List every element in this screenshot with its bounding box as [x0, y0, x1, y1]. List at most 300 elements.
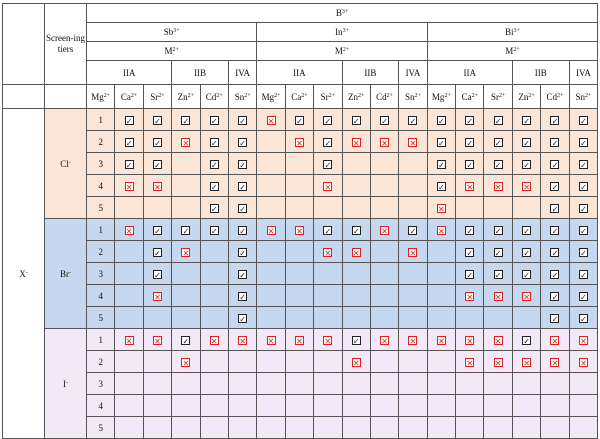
result-cell [228, 153, 256, 175]
table-row [3, 329, 598, 351]
result-cell [427, 197, 455, 219]
result-cell [512, 241, 540, 263]
result-cell [200, 197, 228, 219]
result-cell [427, 395, 455, 417]
result-cell [370, 307, 398, 329]
result-cell [456, 417, 484, 439]
result-cell [228, 417, 256, 439]
result-cell [456, 175, 484, 197]
checkbox-cross-icon: ✕ [381, 138, 388, 148]
checkbox-checked-icon: ✓ [523, 336, 530, 346]
checkbox-checked-icon: ✓ [239, 292, 246, 302]
checkbox-checked-icon: ✓ [154, 138, 161, 148]
checkbox-checked-icon: ✓ [182, 336, 190, 346]
header-row-metals [3, 85, 598, 109]
checkbox-checked-icon: ✓ [352, 226, 360, 236]
checkbox-checked-icon: ✓ [523, 248, 530, 258]
result-cell [370, 241, 398, 263]
result-cell [115, 241, 143, 263]
checkbox-checked-icon: ✓ [239, 160, 246, 170]
result-cell [257, 351, 285, 373]
result-cell [541, 351, 569, 373]
checkbox-cross-icon: ✕ [381, 336, 388, 346]
checkbox-checked-icon: ✓ [494, 138, 502, 148]
result-cell [456, 351, 484, 373]
checkbox-checked-icon: ✓ [438, 138, 445, 148]
result-cell [314, 395, 342, 417]
result-cell [427, 263, 455, 285]
checkbox-cross-icon: ✕ [154, 182, 161, 192]
tier-number: 2 [87, 241, 115, 263]
result-cell [200, 307, 228, 329]
tier-number: 3 [87, 263, 115, 285]
result-cell [228, 131, 256, 153]
result-cell [484, 241, 512, 263]
checkbox-checked-icon: ✓ [125, 160, 133, 170]
checkbox-checked-icon: ✓ [239, 226, 246, 236]
result-cell [484, 285, 512, 307]
result-cell [569, 219, 598, 241]
checkbox-checked-icon: ✓ [210, 204, 218, 214]
result-cell [314, 153, 342, 175]
result-cell [399, 285, 427, 307]
result-cell [115, 219, 143, 241]
metal-header-2-4: $Cd^{2+}$ [541, 85, 569, 109]
result-cell [115, 417, 143, 439]
b-site-header: $B^{3+}$ [87, 4, 598, 23]
checkbox-cross-icon: ✕ [466, 358, 474, 368]
result-cell [257, 197, 285, 219]
checkbox-checked-icon: ✓ [409, 116, 417, 126]
result-cell [228, 285, 256, 307]
table-row [3, 131, 598, 153]
checkbox-checked-icon: ✓ [239, 204, 246, 214]
checkbox-cross-icon: ✕ [296, 226, 303, 236]
result-cell [115, 307, 143, 329]
checkbox-checked-icon: ✓ [580, 204, 587, 214]
result-cell [399, 241, 427, 263]
result-cell [370, 373, 398, 395]
table-row [3, 307, 598, 329]
group-header-1-2: IVA [399, 61, 427, 85]
result-cell [285, 395, 313, 417]
result-cell [285, 351, 313, 373]
result-cell [399, 109, 427, 131]
result-cell [512, 395, 540, 417]
result-cell [541, 373, 569, 395]
result-cell [115, 109, 143, 131]
checkbox-checked-icon: ✓ [154, 160, 161, 170]
checkbox-cross-icon: ✕ [352, 248, 360, 258]
checkbox-checked-icon: ✓ [580, 292, 587, 302]
result-cell [399, 351, 427, 373]
result-cell [115, 263, 143, 285]
checkbox-cross-icon: ✕ [267, 226, 275, 236]
checkbox-checked-icon: ✓ [239, 182, 246, 192]
result-cell [569, 351, 598, 373]
result-cell [541, 285, 569, 307]
tier-number: 4 [87, 175, 115, 197]
checkbox-cross-icon: ✕ [324, 182, 332, 192]
result-cell [541, 263, 569, 285]
result-cell [257, 241, 285, 263]
result-cell [228, 219, 256, 241]
result-cell [314, 263, 342, 285]
checkbox-checked-icon: ✓ [551, 248, 559, 258]
result-cell [399, 329, 427, 351]
checkbox-checked-icon: ✓ [154, 248, 161, 258]
result-cell [541, 395, 569, 417]
group-header-1-1: IIB [342, 61, 399, 85]
checkbox-checked-icon: ✓ [324, 226, 332, 236]
result-cell [456, 307, 484, 329]
tier-number: 5 [87, 307, 115, 329]
checkbox-checked-icon: ✓ [466, 160, 474, 170]
checkbox-cross-icon: ✕ [154, 292, 161, 302]
table-row [3, 417, 598, 439]
result-cell [285, 175, 313, 197]
result-cell [172, 373, 200, 395]
result-cell [115, 395, 143, 417]
checkbox-checked-icon: ✓ [239, 248, 246, 258]
result-cell [200, 153, 228, 175]
result-cell [342, 373, 370, 395]
result-cell [512, 285, 540, 307]
checkbox-cross-icon: ✕ [494, 292, 502, 302]
checkbox-cross-icon: ✕ [182, 138, 190, 148]
result-cell [228, 175, 256, 197]
checkbox-cross-icon: ✕ [296, 336, 303, 346]
result-cell [427, 131, 455, 153]
checkbox-cross-icon: ✕ [409, 336, 417, 346]
checkbox-checked-icon: ✓ [324, 138, 332, 148]
result-cell [257, 263, 285, 285]
metal-header-0-5: $Sn^{2+}$ [228, 85, 256, 109]
result-cell [342, 241, 370, 263]
result-cell [257, 373, 285, 395]
checkbox-cross-icon: ✕ [466, 292, 474, 302]
checkbox-checked-icon: ✓ [154, 226, 161, 236]
result-cell [200, 109, 228, 131]
result-cell [569, 395, 598, 417]
checkbox-cross-icon: ✕ [409, 248, 417, 258]
result-cell [427, 175, 455, 197]
result-cell [569, 329, 598, 351]
result-cell [512, 373, 540, 395]
checkbox-checked-icon: ✓ [466, 226, 474, 236]
result-cell [484, 373, 512, 395]
result-cell [115, 153, 143, 175]
result-cell [257, 109, 285, 131]
checkbox-cross-icon: ✕ [324, 336, 332, 346]
result-cell [143, 219, 171, 241]
result-cell [541, 219, 569, 241]
header-row-m-site [3, 42, 598, 61]
checkbox-cross-icon: ✕ [438, 226, 445, 236]
checkbox-checked-icon: ✓ [523, 226, 530, 236]
result-cell [427, 307, 455, 329]
result-cell [427, 153, 455, 175]
result-cell [285, 417, 313, 439]
checkbox-checked-icon: ✓ [494, 226, 502, 236]
result-cell [115, 197, 143, 219]
checkbox-checked-icon: ✓ [580, 116, 587, 126]
result-cell [257, 285, 285, 307]
result-cell [314, 197, 342, 219]
result-cell [569, 197, 598, 219]
result-cell [257, 329, 285, 351]
result-cell [228, 351, 256, 373]
result-cell [541, 241, 569, 263]
result-cell [314, 351, 342, 373]
result-cell [172, 417, 200, 439]
result-cell [456, 197, 484, 219]
result-cell [569, 285, 598, 307]
result-cell [257, 395, 285, 417]
checkbox-cross-icon: ✕ [438, 204, 445, 214]
result-cell [143, 109, 171, 131]
result-cell [399, 307, 427, 329]
result-cell [228, 329, 256, 351]
checkbox-cross-icon: ✕ [125, 182, 133, 192]
result-cell [285, 219, 313, 241]
result-cell [541, 131, 569, 153]
checkbox-cross-icon: ✕ [523, 292, 530, 302]
result-cell [143, 395, 171, 417]
result-cell [314, 241, 342, 263]
checkbox-checked-icon: ✓ [154, 116, 161, 126]
result-cell [172, 395, 200, 417]
screening-tiers-header: Screen-ing tiers [45, 4, 87, 85]
halide-label-1: Br- [45, 219, 87, 329]
checkbox-cross-icon: ✕ [523, 358, 530, 368]
metals-corner-right [45, 85, 87, 109]
result-cell [569, 131, 598, 153]
corner-cell [3, 4, 45, 85]
result-cell [257, 417, 285, 439]
checkbox-cross-icon: ✕ [267, 336, 275, 346]
result-cell [143, 197, 171, 219]
table-row [3, 241, 598, 263]
checkbox-cross-icon: ✕ [466, 336, 474, 346]
result-cell [456, 219, 484, 241]
result-cell [257, 307, 285, 329]
checkbox-checked-icon: ✓ [438, 160, 445, 170]
table-row [3, 175, 598, 197]
result-cell [484, 131, 512, 153]
result-cell [512, 197, 540, 219]
result-cell [456, 241, 484, 263]
result-cell [569, 153, 598, 175]
checkbox-checked-icon: ✓ [523, 160, 530, 170]
checkbox-cross-icon: ✕ [438, 336, 445, 346]
metal-header-1-4: $Cd^{2+}$ [370, 85, 398, 109]
result-cell [143, 131, 171, 153]
result-cell [399, 131, 427, 153]
checkbox-checked-icon: ✓ [381, 116, 388, 126]
m-site-header-2: $M^{2+}$ [427, 42, 598, 61]
result-cell [399, 219, 427, 241]
result-cell [285, 373, 313, 395]
result-cell [427, 219, 455, 241]
result-cell [512, 153, 540, 175]
result-cell [512, 417, 540, 439]
result-cell [115, 175, 143, 197]
result-cell [115, 329, 143, 351]
checkbox-checked-icon: ✓ [466, 270, 474, 280]
tier-number: 1 [87, 329, 115, 351]
result-cell [370, 153, 398, 175]
result-cell [342, 109, 370, 131]
result-cell [314, 417, 342, 439]
result-cell [342, 175, 370, 197]
group-header-0-0: IIA [87, 61, 172, 85]
metal-header-1-5: $Sn^{2+}$ [399, 85, 427, 109]
checkbox-checked-icon: ✓ [239, 138, 246, 148]
result-cell [342, 329, 370, 351]
result-cell [512, 307, 540, 329]
group-header-2-0: IIA [427, 61, 512, 85]
result-cell [541, 109, 569, 131]
metal-header-1-1: $Ca^{2+}$ [285, 85, 313, 109]
metal-header-1-3: $Zn^{2+}$ [342, 85, 370, 109]
checkbox-checked-icon: ✓ [239, 314, 246, 324]
result-cell [342, 197, 370, 219]
checkbox-checked-icon: ✓ [409, 226, 417, 236]
checkbox-checked-icon: ✓ [466, 116, 474, 126]
group-header-1-0: IIA [257, 61, 342, 85]
header-row-groups [3, 61, 598, 85]
result-cell [314, 307, 342, 329]
checkbox-checked-icon: ✓ [551, 116, 559, 126]
result-cell [200, 241, 228, 263]
result-cell [314, 219, 342, 241]
checkbox-cross-icon: ✕ [580, 358, 587, 368]
m-site-header-0: $M^{2+}$ [87, 42, 257, 61]
result-cell [342, 285, 370, 307]
table-row [3, 219, 598, 241]
checkbox-checked-icon: ✓ [580, 138, 587, 148]
result-cell [115, 285, 143, 307]
result-cell [200, 175, 228, 197]
result-cell [314, 329, 342, 351]
group-header-2-1: IIB [512, 61, 569, 85]
checkbox-checked-icon: ✓ [210, 138, 218, 148]
result-cell [257, 131, 285, 153]
result-cell [456, 285, 484, 307]
result-cell [200, 329, 228, 351]
result-cell [512, 329, 540, 351]
table-row [3, 109, 598, 131]
table-row [3, 285, 598, 307]
halide-label-0: Cl- [45, 109, 87, 219]
checkbox-checked-icon: ✓ [551, 314, 559, 324]
tier-number: 3 [87, 373, 115, 395]
result-cell [399, 373, 427, 395]
screening-table [2, 3, 598, 439]
result-cell [342, 417, 370, 439]
checkbox-checked-icon: ✓ [210, 226, 218, 236]
checkbox-cross-icon: ✕ [580, 336, 587, 346]
b-cation-header-1: $In^{3+}$ [257, 23, 427, 42]
result-cell [427, 351, 455, 373]
result-cell [172, 109, 200, 131]
halide-label-2: I- [45, 329, 87, 439]
metal-header-0-1: $Ca^{2+}$ [115, 85, 143, 109]
checkbox-checked-icon: ✓ [523, 270, 530, 280]
checkbox-checked-icon: ✓ [551, 182, 559, 192]
table-row [3, 351, 598, 373]
metal-header-2-3: $Zn^{2+}$ [512, 85, 540, 109]
result-cell [285, 307, 313, 329]
result-cell [427, 285, 455, 307]
checkbox-checked-icon: ✓ [580, 270, 587, 280]
checkbox-checked-icon: ✓ [352, 336, 360, 346]
result-cell [484, 395, 512, 417]
result-cell [200, 373, 228, 395]
result-cell [342, 263, 370, 285]
result-cell [427, 109, 455, 131]
result-cell [370, 285, 398, 307]
result-cell [143, 329, 171, 351]
result-cell [115, 351, 143, 373]
group-header-2-2: IVA [569, 61, 598, 85]
screening-table-container [2, 3, 598, 439]
result-cell [456, 263, 484, 285]
result-cell [541, 417, 569, 439]
result-cell [200, 219, 228, 241]
result-cell [342, 219, 370, 241]
result-cell [399, 153, 427, 175]
result-cell [427, 373, 455, 395]
checkbox-checked-icon: ✓ [580, 248, 587, 258]
result-cell [484, 351, 512, 373]
result-cell [399, 417, 427, 439]
result-cell [370, 395, 398, 417]
result-cell [172, 351, 200, 373]
group-header-0-2: IVA [228, 61, 256, 85]
checkbox-checked-icon: ✓ [494, 160, 502, 170]
result-cell [399, 197, 427, 219]
result-cell [314, 285, 342, 307]
header-row-b-cations [3, 23, 598, 42]
result-cell [257, 175, 285, 197]
tier-number: 5 [87, 197, 115, 219]
result-cell [172, 241, 200, 263]
result-cell [484, 153, 512, 175]
result-cell [172, 131, 200, 153]
result-cell [399, 175, 427, 197]
checkbox-cross-icon: ✕ [409, 138, 417, 148]
m-site-header-1: $M^{2+}$ [257, 42, 427, 61]
result-cell [143, 373, 171, 395]
checkbox-checked-icon: ✓ [523, 116, 530, 126]
result-cell [143, 417, 171, 439]
metal-header-1-0: $Mg^{2+}$ [257, 85, 285, 109]
result-cell [370, 175, 398, 197]
result-cell [427, 329, 455, 351]
checkbox-cross-icon: ✕ [551, 336, 559, 346]
group-header-0-1: IIB [172, 61, 229, 85]
checkbox-checked-icon: ✓ [580, 226, 587, 236]
result-cell [200, 395, 228, 417]
result-cell [200, 285, 228, 307]
result-cell [143, 285, 171, 307]
result-cell [484, 329, 512, 351]
result-cell [228, 197, 256, 219]
result-cell [484, 263, 512, 285]
checkbox-checked-icon: ✓ [239, 116, 246, 126]
